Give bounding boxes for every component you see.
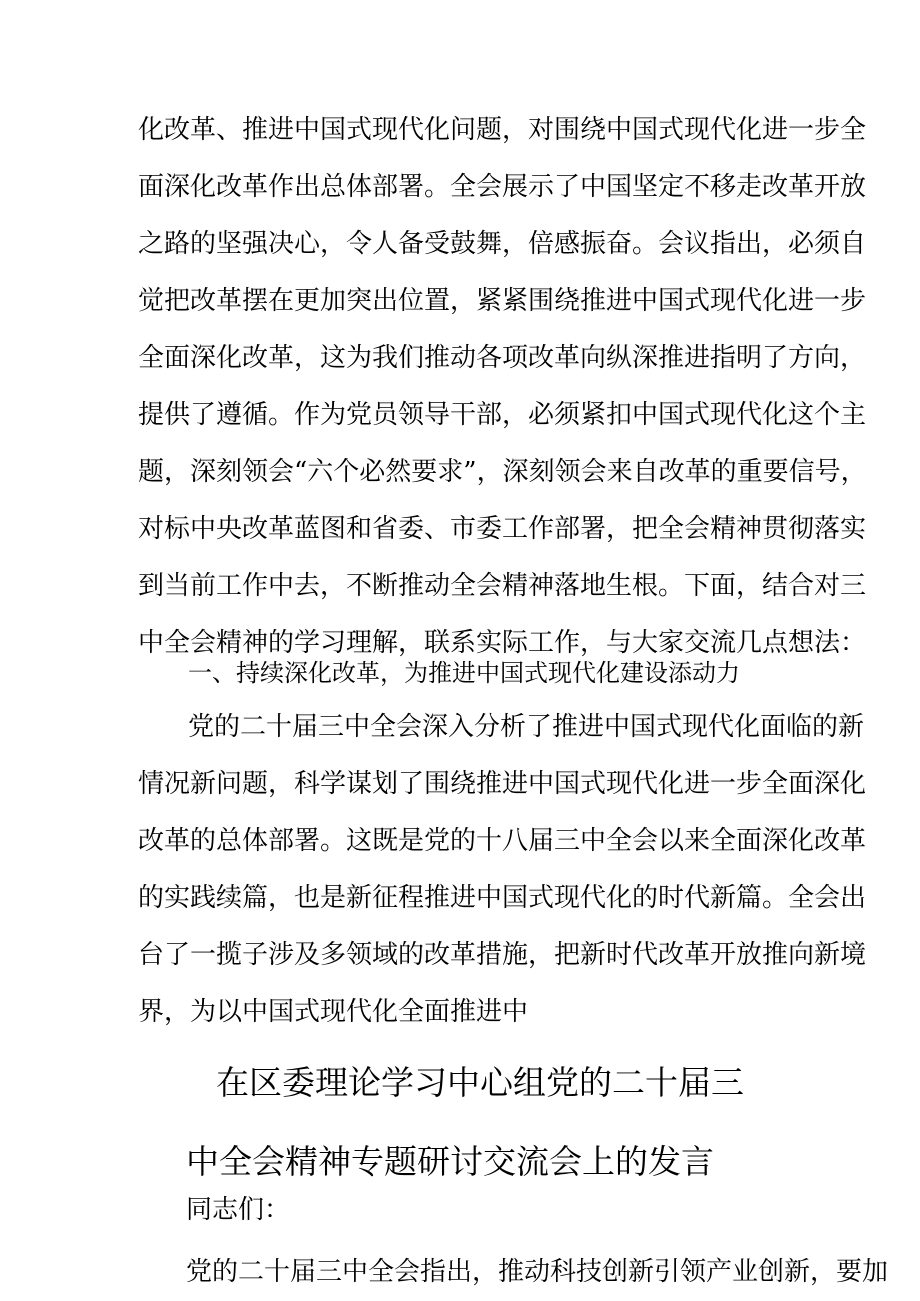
section-heading: 一、持续深化改革，为推进中国式现代化建设添动力 <box>188 659 740 687</box>
body-text-line: 情况新问题，科学谋划了围绕推进中国式现代化进一步全面深化 <box>138 769 867 799</box>
body-text-line: 化改革、推进中国式现代化问题，对围绕中国式现代化进一步全 <box>138 115 867 145</box>
body-text-line: 对标中央改革蓝图和省委、市委工作部署，把全会精神贯彻落实 <box>138 514 867 544</box>
body-text-line: 题，深刻领会“六个必然要求”，深刻领会来自改革的重要信号， <box>138 457 867 487</box>
body-text-line: 到当前工作中去，不断推动全会精神落地生根。下面，结合对三 <box>138 571 867 601</box>
document-title-line: 中全会精神专题研讨交流会上的发言 <box>186 1142 714 1181</box>
document-title-line: 在区委理论学习中心组党的二十届三 <box>216 1063 744 1102</box>
body-text-line: 全面深化改革，这为我们推动各项改革向纵深推进指明了方向， <box>138 343 867 373</box>
body-text-line: 台了一揽子涉及多领域的改革措施，把新时代改革开放推向新境 <box>138 940 867 970</box>
body-text-line: 改革的总体部署。这既是党的十八届三中全会以来全面深化改革 <box>138 826 867 856</box>
body-text-line: 党的二十届三中全会指出，推动科技创新引领产业创新，要加 <box>186 1257 889 1287</box>
body-text-line: 中全会精神的学习理解，联系实际工作，与大家交流几点想法： <box>138 628 867 658</box>
body-text-line: 界，为以中国式现代化全面推进中 <box>138 997 529 1027</box>
body-text-line: 的实践续篇，也是新征程推进中国式现代化的时代新篇。全会出 <box>138 883 867 913</box>
body-text-line: 党的二十届三中全会深入分析了推进中国式现代化面临的新 <box>188 712 865 742</box>
salutation: 同志们： <box>186 1195 291 1225</box>
body-text-line: 提供了遵循。作为党员领导干部，必须紧扣中国式现代化这个主 <box>138 400 867 430</box>
body-text-line: 面深化改革作出总体部署。全会展示了中国坚定不移走改革开放 <box>138 172 867 202</box>
body-text-line: 之路的坚强决心，令人备受鼓舞，倍感振奋。会议指出，必须自 <box>138 229 867 259</box>
body-text-line: 觉把改革摆在更加突出位置，紧紧围绕推进中国式现代化进一步 <box>138 286 867 316</box>
